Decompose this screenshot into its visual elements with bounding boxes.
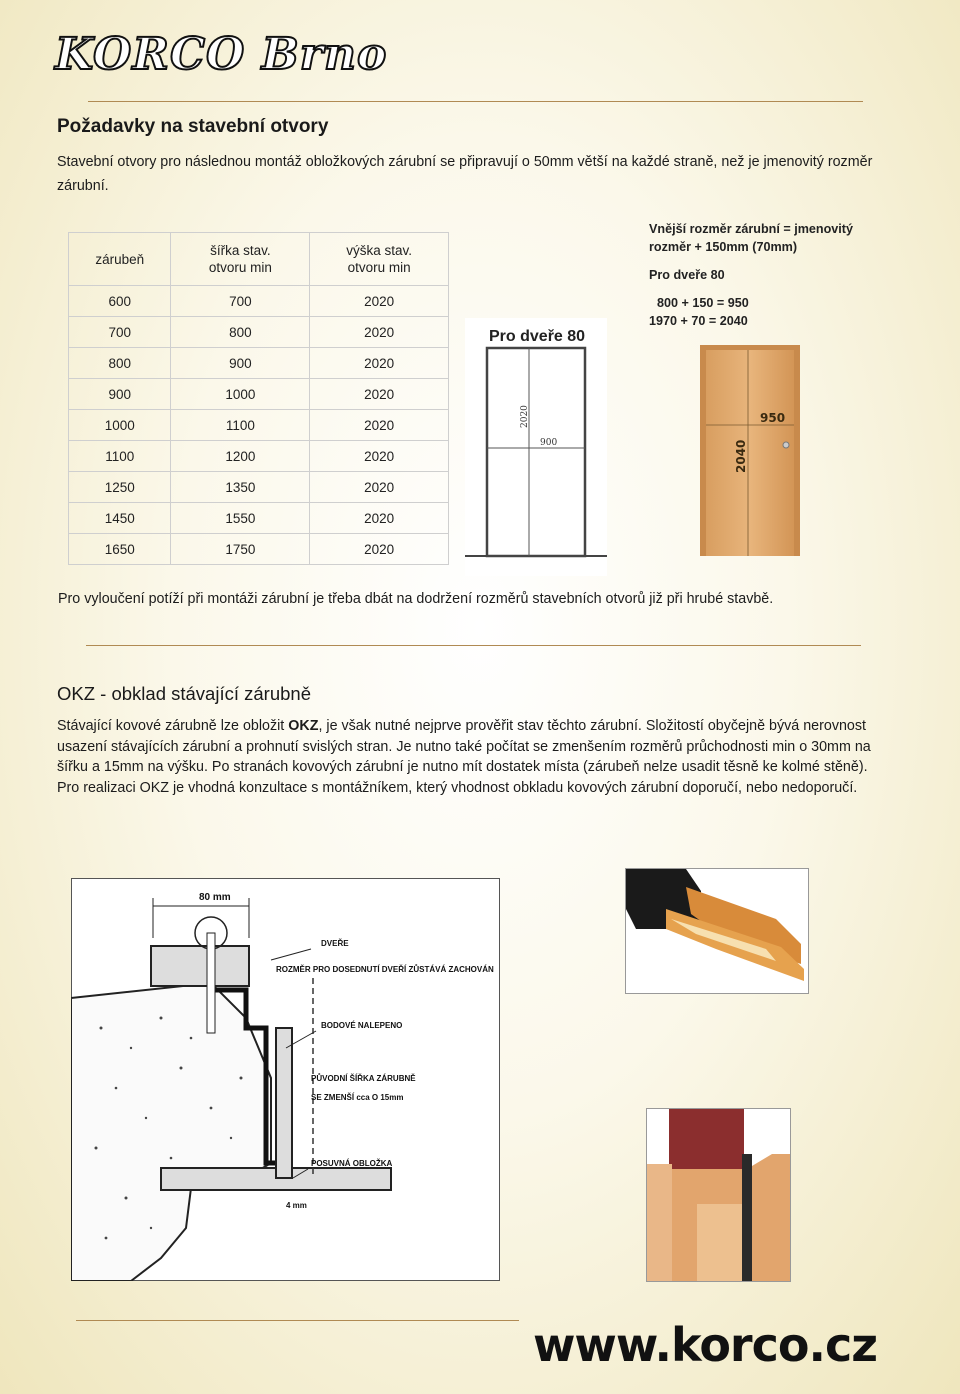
korco-logo: KORCO Brno bbox=[55, 29, 388, 80]
diagram-title: Pro dveře 80 bbox=[489, 328, 586, 345]
table-row bbox=[69, 348, 449, 379]
table-cell: 1750 bbox=[171, 534, 310, 565]
table-row bbox=[69, 410, 449, 441]
note-line-2: Pro dveře 80 bbox=[649, 268, 725, 282]
opening-diagram bbox=[465, 318, 607, 576]
table-header-row bbox=[69, 233, 449, 286]
table-cell: 2020 bbox=[310, 503, 449, 534]
note-line-1: Vnější rozměr zárubní = jmenovitý rozměr + 150mm (70mm) bbox=[649, 222, 854, 254]
table-cell: 2020 bbox=[310, 441, 449, 472]
table-cell: 600 bbox=[69, 286, 171, 317]
requirements-footer: Pro vyloučení potíží při montáži zárubní je třeba dbát na dodržení rozměrů stavebních otvorů již při hrubé stavbě. bbox=[58, 591, 774, 607]
label-glued: BODOVÉ NALEPENO bbox=[321, 1021, 403, 1030]
table-cell: 2020 bbox=[310, 286, 449, 317]
door-photo bbox=[700, 345, 800, 556]
divider-middle bbox=[86, 645, 861, 646]
label-door-size: ROZMĚR PRO DOSEDNUTÍ DVEŘÍ ZŮSTÁVÁ ZACHOVÁN bbox=[276, 965, 494, 974]
note-line-3: 800 + 150 = 950 bbox=[657, 296, 749, 310]
requirements-intro: Stavební otvory pro následnou montáž obložkových zárubní se připravují o 50mm větší na každé straně, než je jmenovitý rozměr zárubní. bbox=[57, 154, 873, 194]
frame-cladding-section-drawing bbox=[71, 878, 500, 1281]
note-line-4: 1970 + 70 = 2040 bbox=[649, 314, 748, 328]
table-row bbox=[69, 317, 449, 348]
door-handle-icon bbox=[783, 442, 789, 448]
table-cell: 1350 bbox=[171, 472, 310, 503]
header-width: šířka stav. otvoru min bbox=[171, 233, 310, 286]
table-row bbox=[69, 534, 449, 565]
table-cell: 2020 bbox=[310, 317, 449, 348]
divider-bottom bbox=[76, 1320, 519, 1321]
table-cell: 800 bbox=[69, 348, 171, 379]
table-cell: 1250 bbox=[69, 472, 171, 503]
table-cell: 1200 bbox=[171, 441, 310, 472]
door-width-label: 950 bbox=[760, 411, 786, 425]
table-cell: 2020 bbox=[310, 410, 449, 441]
diagram-width-label: 900 bbox=[540, 438, 558, 448]
frame-profile-photo bbox=[625, 868, 809, 994]
table-cell: 2020 bbox=[310, 348, 449, 379]
table-cell: 700 bbox=[171, 286, 310, 317]
table-cell: 1550 bbox=[171, 503, 310, 534]
door-height-label: 2040 bbox=[734, 439, 748, 473]
table-cell: 1000 bbox=[69, 410, 171, 441]
label-reduction: SE ZMENŠÍ cca O 15mm bbox=[311, 1093, 404, 1102]
table-cell: 900 bbox=[171, 348, 310, 379]
door-leaf bbox=[706, 350, 794, 556]
outer-dimension-note bbox=[649, 220, 884, 330]
table-row bbox=[69, 472, 449, 503]
table-cell: 1450 bbox=[69, 503, 171, 534]
header-frame: zárubeň bbox=[69, 233, 171, 286]
table-cell: 2020 bbox=[310, 379, 449, 410]
dim-bottom-label: 4 mm bbox=[286, 1201, 307, 1210]
table-row bbox=[69, 379, 449, 410]
okz-emphasis: OKZ bbox=[288, 718, 319, 734]
table-cell: 800 bbox=[171, 317, 310, 348]
door-leaf-section bbox=[151, 946, 249, 986]
header-height: výška stav. otvoru min bbox=[310, 233, 449, 286]
okz-paragraph: Stávající kovové zárubně lze obložit OKZ, je však nutné nejprve prověřit stav těchto zárubní. Složitostí obyčejně bývá nerovnost usazení stávajících zárubní a prohnutí svislých stran. Je nutno také počítat se zmenšením rozměrů průchodnosti min o 30mm na šířku a 15mm na výšku. Po stranách kovových zárubní je nutno mít dostatek místa (zárubeň nelze usadit těsně ke kolmé stěně). Pro realizaci OKZ je vhodná konzultace s montážníkem, který vhodnost obkladu kovových zárubní doporučí, nebo nedoporučí. bbox=[57, 718, 871, 796]
table-cell: 2020 bbox=[310, 472, 449, 503]
section-title-requirements: Požadavky na stavební otvory bbox=[57, 116, 329, 137]
label-sliding-cladding: POSUVNÁ OBLOŽKA bbox=[311, 1159, 393, 1168]
table-cell: 900 bbox=[69, 379, 171, 410]
table-cell: 1000 bbox=[171, 379, 310, 410]
table-row bbox=[69, 441, 449, 472]
label-original-width: PŮVODNÍ ŠÍŘKA ZÁRUBNĚ bbox=[311, 1074, 416, 1083]
table-cell: 1100 bbox=[171, 410, 310, 441]
table-row bbox=[69, 286, 449, 317]
table-cell: 1100 bbox=[69, 441, 171, 472]
divider-top bbox=[88, 101, 863, 102]
dim-top-label: 80 mm bbox=[199, 892, 231, 903]
table-cell: 700 bbox=[69, 317, 171, 348]
opening-dimensions-table bbox=[68, 232, 449, 565]
diagram-height-label: 2020 bbox=[520, 405, 530, 428]
table-row bbox=[69, 503, 449, 534]
frame-corner-photo bbox=[646, 1108, 791, 1282]
table-cell: 1650 bbox=[69, 534, 171, 565]
section-title-okz: OKZ - obklad stávající zárubně bbox=[57, 683, 311, 704]
label-door: DVEŘE bbox=[321, 939, 349, 948]
table-cell: 2020 bbox=[310, 534, 449, 565]
website-url[interactable]: www.korco.cz bbox=[532, 1318, 877, 1372]
